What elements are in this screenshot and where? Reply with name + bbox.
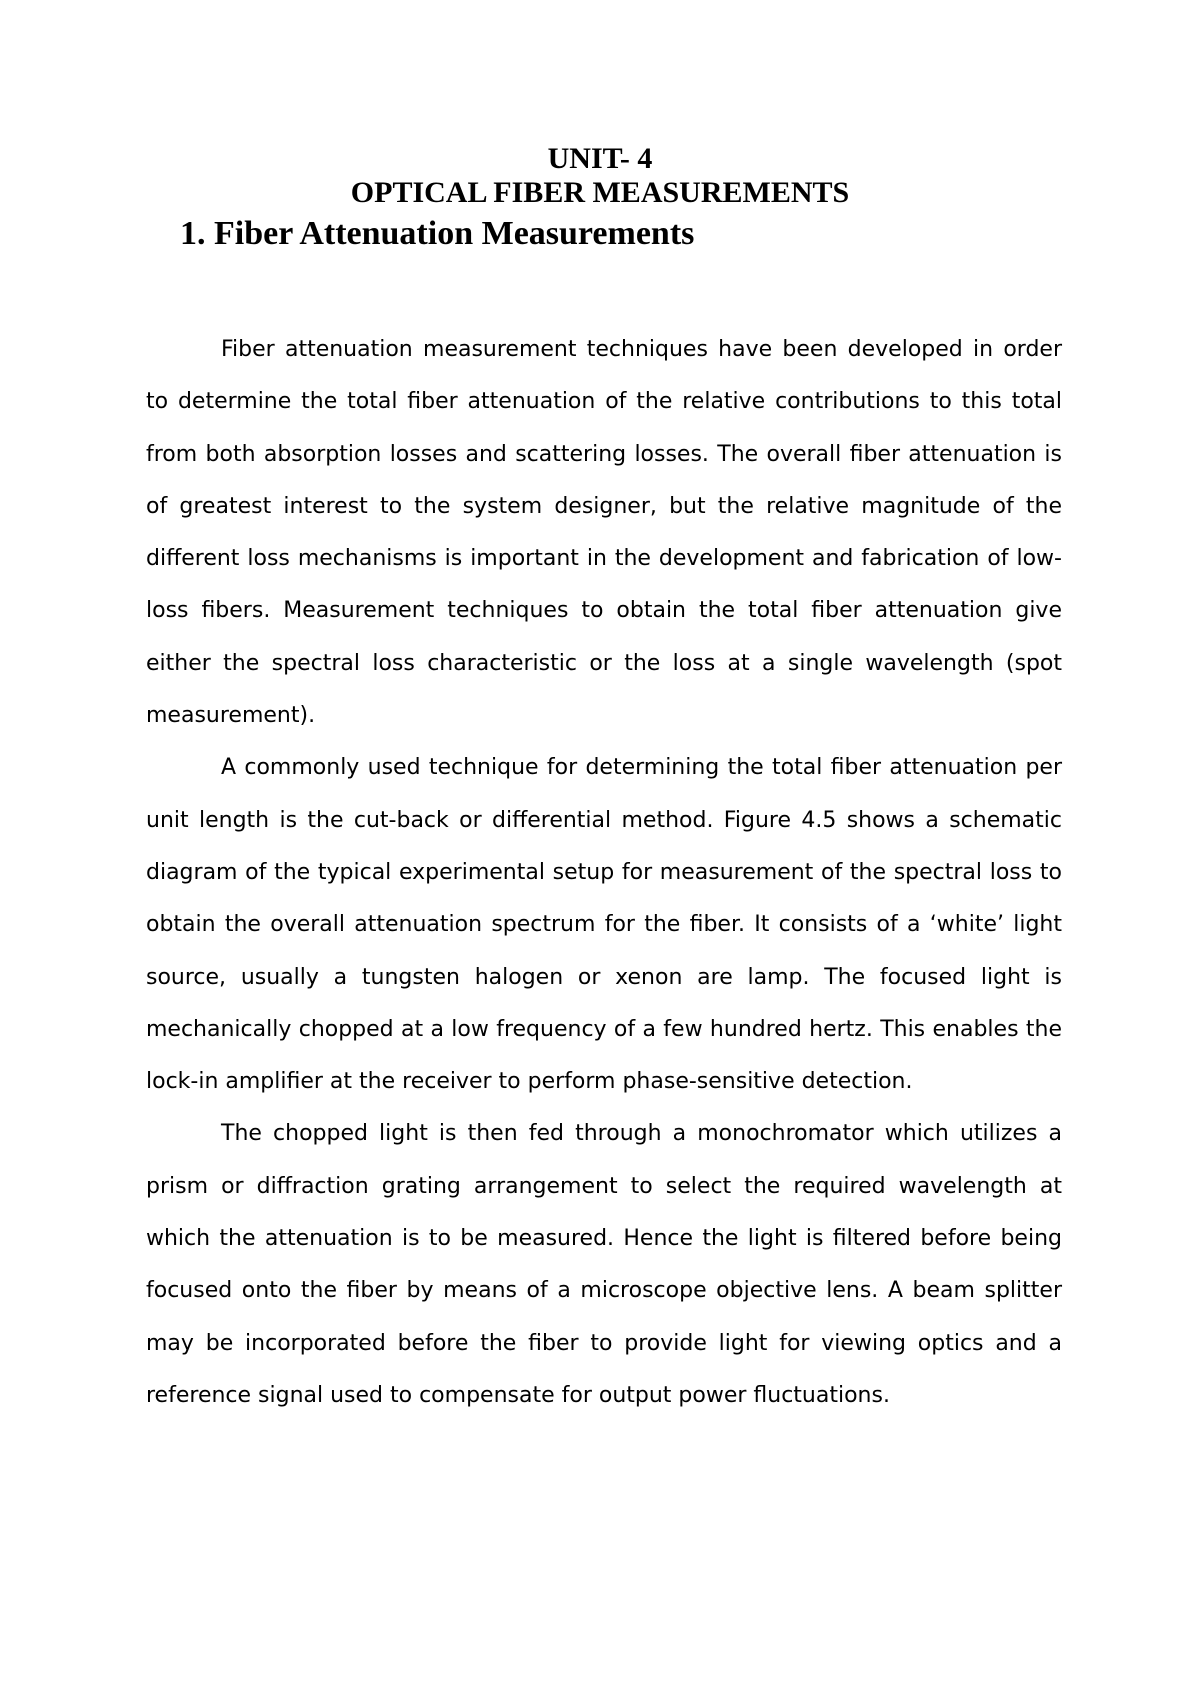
- body-text: [146, 324, 1062, 1422]
- section-heading: 1. Fiber Attenuation Measurements: [180, 215, 695, 252]
- document-title: OPTICAL FIBER MEASUREMENTS: [350, 176, 850, 209]
- paragraph-3: The chopped light is then fed through a monochromator which utilizes a prism or diffraction grating arrangement to select the required wavelength at which the attenuation is to be measured. Hence the light is filtered before being focused onto the fiber by means of a microscope objective lens. A beam splitter may be incorporated before the fiber to provide light for viewing optics and a reference signal used to compensate for output power fluctuations.: [146, 1121, 1062, 1408]
- paragraph-1: Fiber attenuation measurement techniques have been developed in order to determine the total fiber attenuation of the relative contributions to this total from both absorption losses and scattering losses. The overall fiber attenuation is of greatest interest to the system designer, but the relative magnitude of the different loss mechanisms is important in the development and fabrication of low-loss fibers. Measurement techniques to obtain the total fiber attenuation give either the spectral loss characteristic or the loss at a single wavelength (spot measurement).: [146, 337, 1062, 729]
- unit-title: UNIT- 4: [547, 142, 653, 175]
- paragraph-2: A commonly used technique for determining the total fiber attenuation per unit length is the cut-back or differential method. Figure 4.5 shows a schematic diagram of the typical experimental setup for measurement of the spectral loss to obtain the overall attenuation spectrum for the fiber. It consists of a ‘white’ light source, usually a tungsten halogen or xenon are lamp. The focused light is mechanically chopped at a low frequency of a few hundred hertz. This enables the lock-in amplifier at the receiver to perform phase-sensitive detection.: [146, 755, 1062, 1095]
